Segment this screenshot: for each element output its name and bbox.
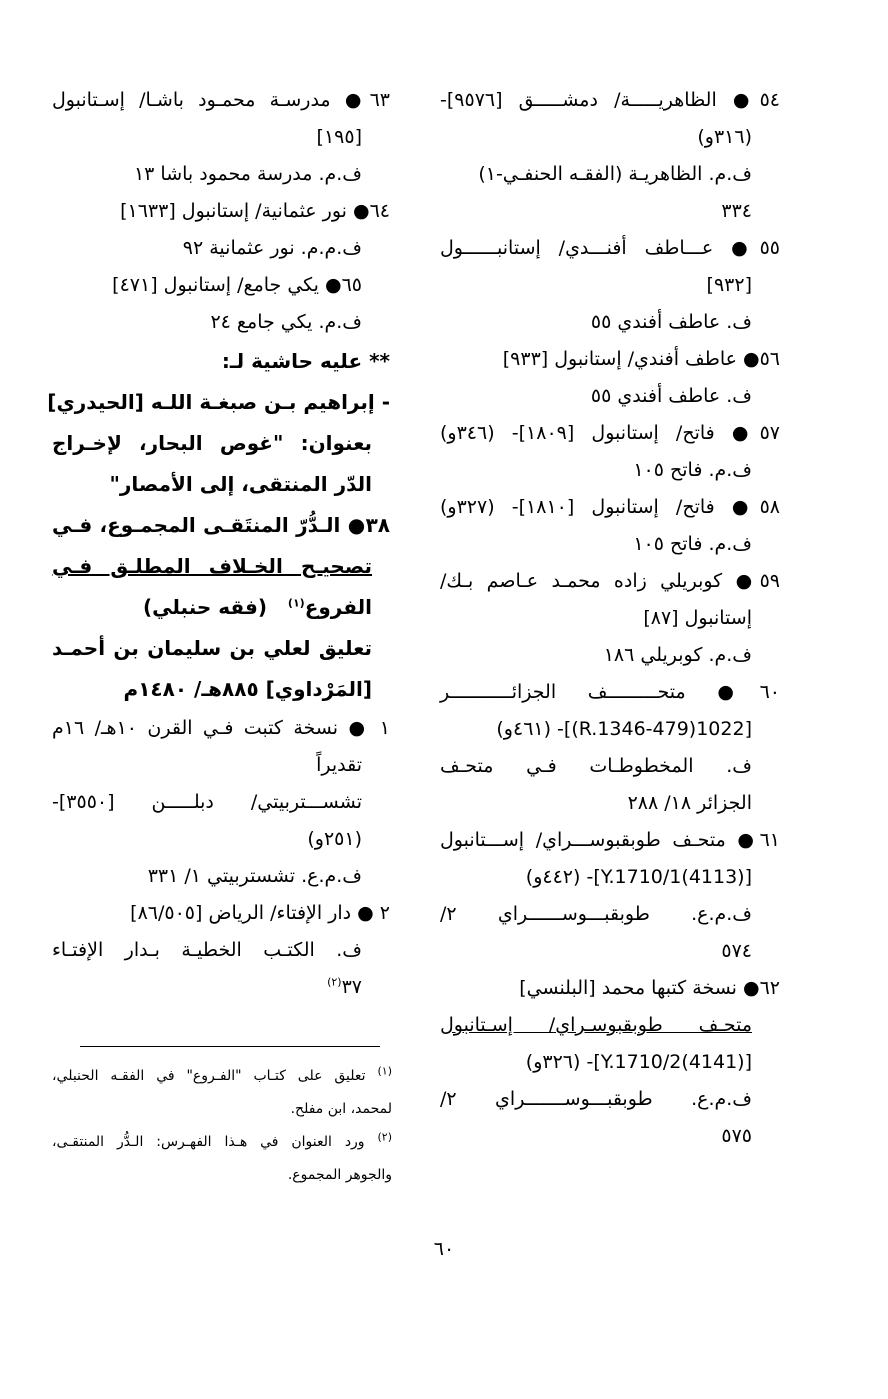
entry-64-line-2: ف.م.م. نور عثمانية ٩٢ xyxy=(182,237,362,259)
footnote-1-text: تعليق على كتـاب "الفـروع" في الفقـه الحنبلي، xyxy=(52,1068,366,1084)
title-38-line-3 xyxy=(52,587,390,628)
entry-55-line-1: ٥٥● عـــاطف أفنـــدي/ إستانبــــــول xyxy=(440,237,780,259)
footnote-ref-2: (٢) xyxy=(327,975,342,989)
entry-63-line-1: ٦٣● مدرسـة محمـود باشـا/ إسـتانبول xyxy=(52,89,390,111)
entry-61-line-3: ف.م.ع. طوبقبـــوســــــراي ٢/ xyxy=(440,903,752,925)
author-line-2: [المَرْداوي] ٨٨٥هـ/ ١٤٨٠م xyxy=(123,677,372,701)
entry-63-line-2: [١٩٥] xyxy=(316,126,362,148)
footnote-1-marker: (١) xyxy=(377,1064,392,1078)
manuscript-2-page: ٣٧ xyxy=(341,976,362,998)
manuscript-1-line-4: (٢٥١و) xyxy=(307,828,362,850)
title-38-subject: (فقه حنبلي) xyxy=(143,595,268,619)
entry-57-line-1: ٥٧● فاتح/ إستانبول [١٨٠٩]- (٣٤٦و) xyxy=(440,422,780,444)
entry-63-line-3: ف.م. مدرسة محمود باشا ١٣ xyxy=(133,163,362,185)
footnotes xyxy=(52,1060,392,1192)
manuscript-1-line-3: تشســـتربيتي/ دبلـــــن [٣٥٥٠]- xyxy=(52,791,362,813)
footnote-separator xyxy=(80,1046,380,1047)
author-line-1: تعليق لعلي بن سليمان بن أحمـد xyxy=(52,636,372,660)
entry-60-line-1: ٦٠● متحـــــــــف الجزائـــــــــــر xyxy=(440,681,780,703)
entry-65-line-1: ٦٥● يكي جامع/ إستانبول [٤٧١] xyxy=(112,274,362,296)
entry-57-line-2: ف.م. فاتح ١٠٥ xyxy=(633,459,752,481)
entry-55-line-3: ف. عاطف أفندي ٥٥ xyxy=(590,311,752,333)
entry-60-line-2: [1022(479-R.1346)]- (٤٦١و) xyxy=(496,718,752,740)
entry-61-line-2: [(4113)Y.1710/1]- (٤٤٢و) xyxy=(525,866,752,888)
entry-65-line-2: ف.م. يكي جامع ٢٤ xyxy=(210,311,362,333)
entry-64-line-1: ٦٤● نور عثمانية/ إستانبول [١٦٣٣] xyxy=(120,200,390,222)
manuscript-2-line-3 xyxy=(52,969,390,1006)
hashiya-title-line-2: الدّر المنتقى، إلى الأمصار" xyxy=(109,472,372,496)
entry-62-line-5: ٥٧٥ xyxy=(721,1125,752,1147)
entry-58-line-1: ٥٨● فاتح/ إستانبول [١٨١٠]- (٣٢٧و) xyxy=(440,496,780,518)
footnote-2-marker: (٢) xyxy=(377,1130,392,1144)
manuscript-2-line-1: ٢ ● دار الإفتاء/ الرياض [٨٦/٥٠٥] xyxy=(130,902,390,924)
entry-54-line-3: ف.م. الظاهريـة (الفقـه الحنفـي-١) xyxy=(478,163,752,185)
title-38-line-1: ٣٨● الـدُّرّ المنتَقـى المجمـوع، فـي xyxy=(52,513,390,537)
entry-62-line-1: ٦٢● نسخة كتبها محمد [البلنسي] xyxy=(519,977,780,999)
entry-54-line-4: ٣٣٤ xyxy=(721,200,752,222)
entry-59-line-3: ف.م. كوبريلي ١٨٦ xyxy=(603,644,752,666)
entry-55-line-2: [٩٣٢] xyxy=(706,274,752,296)
manuscript-1-line-1: ١ ● نسخة كتبت فـي القرن ١٠هـ/ ١٦م xyxy=(52,717,390,739)
entry-56-line-2: ف. عاطف أفندي ٥٥ xyxy=(590,385,752,407)
entry-62-line-4: ف.م.ع. طوبقبـــوســـــــراي ٢/ xyxy=(440,1088,752,1110)
entry-54-line-1: ٥٤● الظاهريـــــة/ دمشـــــق [٩٥٧٦]- xyxy=(440,89,780,111)
right-column xyxy=(440,82,780,1155)
entry-60-line-3: ف. المخطوطـات فـي متحـف xyxy=(440,755,752,777)
entry-54-line-2: (٣١٦و) xyxy=(697,126,752,148)
hashiya-heading: ** عليه حاشية لـ: xyxy=(221,349,390,373)
manuscript-1-line-2: تقديراً xyxy=(316,754,362,776)
footnote-2-text: ورد العنوان في هـذا الفهـرس: الـدُّر المنتقـى، xyxy=(52,1134,365,1150)
hashiya-title-line-1: بعنوان: "غوص البحار، لإخـراج xyxy=(52,431,372,455)
footnote-ref-1: (١) xyxy=(287,596,305,610)
entry-62-line-3: [(4141)Y.1710/2]- (٣٢٦و) xyxy=(525,1051,752,1073)
entry-61-line-1: ٦١● متحـف طوبقبوســـراي/ إســـتانبول xyxy=(440,829,780,851)
entry-59-line-2: إستانبول [٨٧] xyxy=(643,607,752,629)
footnote-1-line-1 xyxy=(52,1060,392,1093)
title-38-word-furu: الفروع xyxy=(304,595,372,619)
footnote-2-line-2: والجوهر المجموع. xyxy=(287,1167,392,1183)
page-number: ٦٠ xyxy=(433,1238,455,1260)
left-column xyxy=(47,82,390,1006)
footnote-2-line-1 xyxy=(52,1126,392,1159)
manuscript-1-line-5: ف.م.ع. تشستربيتي ١/ ٣٣١ xyxy=(147,865,362,887)
entry-56-line-1: ٥٦● عاطف أفندي/ إستانبول [٩٣٣] xyxy=(502,348,780,370)
footnote-1-line-2: لمحمد، ابن مفلح. xyxy=(290,1101,392,1117)
hashiya-author: - إبراهيم بـن صبغـة اللـه [الحيدري] xyxy=(47,390,390,414)
manuscript-2-line-2: ف. الكتـب الخطيـة بـدار الإفتـاء xyxy=(52,939,362,961)
entry-61-line-4: ٥٧٤ xyxy=(721,940,752,962)
title-38-line-2: تصحيـح الخـلاف المطلـق فـي xyxy=(52,554,372,578)
entry-60-line-4: الجزائر ١٨/ ٢٨٨ xyxy=(627,792,752,814)
entry-62-line-2: متحـف طوبقبوسـراي/ إسـتانبول xyxy=(440,1014,752,1036)
entry-58-line-2: ف.م. فاتح ١٠٥ xyxy=(633,533,752,555)
entry-59-line-1: ٥٩● كوبريلي زاده محمـد عـاصم بـك/ xyxy=(440,570,780,592)
